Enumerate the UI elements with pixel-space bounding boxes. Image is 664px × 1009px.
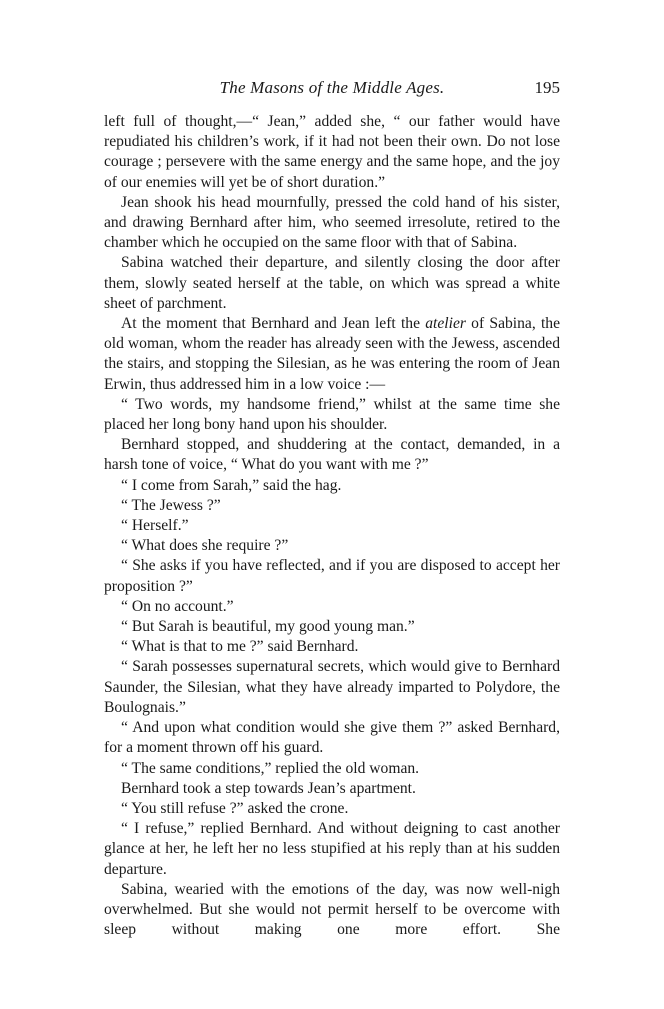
paragraph-8: “ The Jewess ?”	[121, 496, 221, 514]
body-text	[104, 112, 560, 940]
paragraph-6: Bernhard stopped, and shuddering at the contact, demanded, in a harsh tone of voice, “ What do you want with me ?”	[104, 436, 560, 474]
paragraph-1: left full of thought,—“ Jean,” added she, “ our father would have repudiated his children’s work, if it had not been their own. Do not lose courage ; persevere with the same energy and the same hope, and the joy of our enemies will yet be of short duration.”	[104, 113, 560, 191]
paragraph-15: “ Sarah possesses supernatural secrets, which would give to Bernhard Saunder, the Silesian, what they have already imparted to Polydore, the Boulognais.”	[104, 658, 560, 716]
paragraph-3: Sabina watched their departure, and silently closing the door after them, slowly seated herself at the table, on which was spread a white sheet of parchment.	[104, 254, 560, 312]
book-page	[104, 78, 560, 940]
paragraph-10: “ What does she require ?”	[121, 537, 289, 555]
paragraph-9: “ Herself.”	[121, 517, 189, 535]
running-title: The Masons of the Middle Ages.	[219, 78, 445, 97]
paragraph-21: Sabina, wearied with the emotions of the day, was now well-nigh overwhelmed. But she would not permit herself to be overcome with sleep without making one more effort. She	[104, 880, 560, 939]
paragraph-11: “ She asks if you have reflected, and if you are disposed to accept her proposition ?”	[104, 557, 560, 595]
paragraph-2: Jean shook his head mournfully, pressed the cold hand of his sister, and drawing Bernhard after him, who seemed irresolute, retired to the chamber which he occupied on the same floor with that of Sabina.	[104, 193, 560, 252]
page-number: 195	[534, 78, 560, 97]
emphasized-word: atelier	[425, 315, 466, 333]
paragraph-19: “ You still refuse ?” asked the crone.	[121, 799, 349, 817]
paragraph-20: “ I refuse,” replied Bernhard. And without deigning to cast another glance at her, he left her no less stupified at his reply than at his sudden departure.	[104, 820, 560, 878]
paragraph-4: At the moment that Bernhard and Jean left the atelier of Sabina, the old woman, whom the reader has already seen with the Jewess, ascended the stairs, and stopping the Silesian, as he was entering the room of Jean Erwin, thus addressed him in a low voice :—	[104, 315, 561, 393]
paragraph-5: “ Two words, my handsome friend,” whilst at the same time she placed her long bony hand upon his shoulder.	[104, 395, 560, 434]
paragraph-17: “ The same conditions,” replied the old woman.	[121, 759, 420, 777]
paragraph-13: “ But Sarah is beautiful, my good young man.”	[121, 618, 415, 636]
paragraph-16: “ And upon what condition would she give them ?” asked Bernhard, for a moment thrown off his guard.	[104, 719, 560, 757]
page-header	[104, 78, 560, 102]
paragraph-18: Bernhard took a step towards Jean’s apartment.	[121, 779, 416, 797]
paragraph-7: “ I come from Sarah,” said the hag.	[121, 476, 342, 494]
paragraph-12: “ On no account.”	[121, 597, 234, 615]
paragraph-14: “ What is that to me ?” said Bernhard.	[121, 638, 359, 656]
